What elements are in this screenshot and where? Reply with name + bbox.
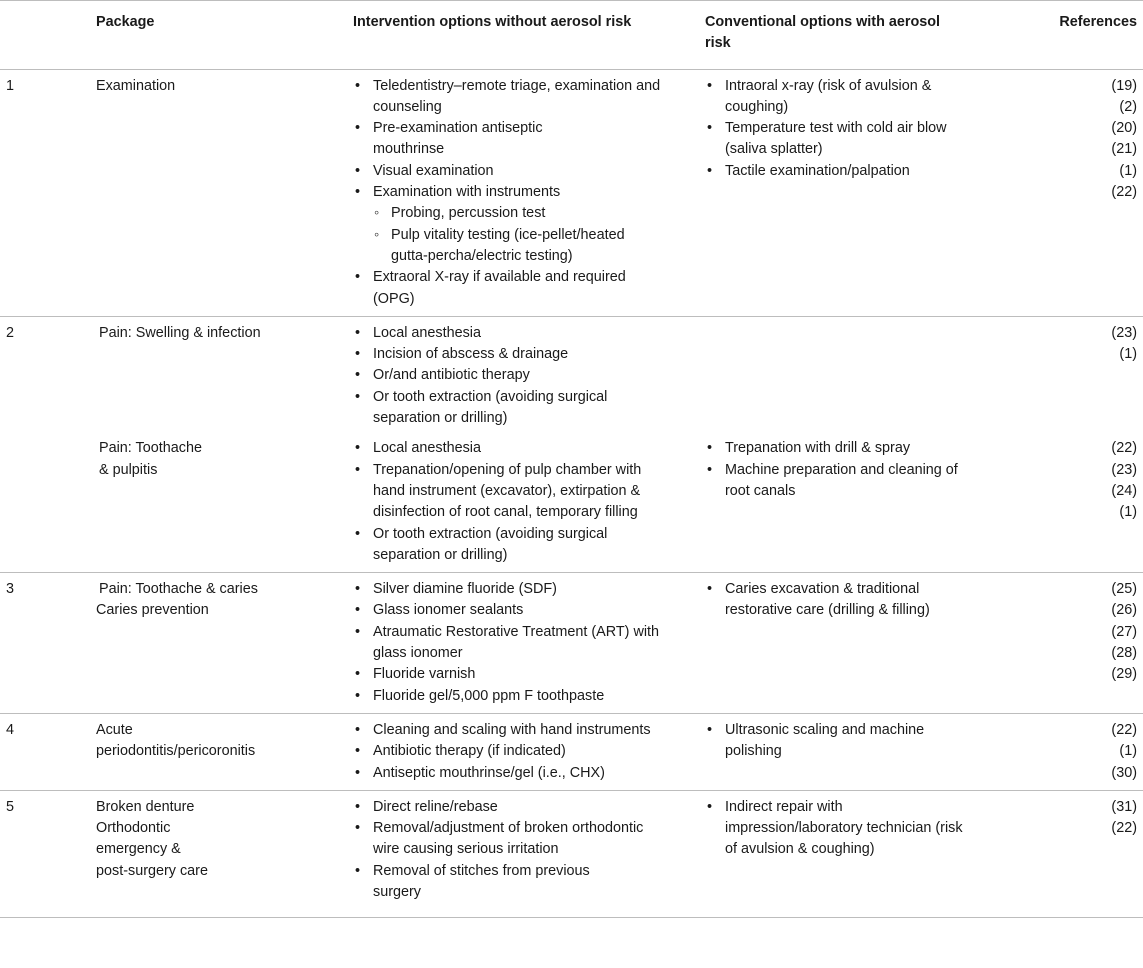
package-label: post-surgery care <box>96 862 208 879</box>
list-item: • Antiseptic mouthrinse/gel (i.e., CHX) <box>353 763 665 784</box>
references-cell <box>1031 573 1143 714</box>
header-number <box>0 1 96 70</box>
intervention-list <box>353 76 665 310</box>
reference: (1) <box>1119 504 1137 521</box>
package-label: Orthodontic <box>96 820 171 837</box>
list-item <box>353 182 665 267</box>
reference: (19) <box>1111 77 1137 94</box>
intervention-list <box>353 323 665 429</box>
list-item: • Local anesthesia <box>353 323 665 344</box>
list-item: • Trepanation with drill & spray <box>705 438 971 459</box>
table-body <box>0 69 1143 918</box>
header-intervention: Intervention options without aerosol risk <box>353 14 632 30</box>
references-cell <box>1031 713 1143 790</box>
header-row <box>0 1 1143 70</box>
conventional-cell <box>705 429 1031 572</box>
table-header <box>0 1 1143 70</box>
references-cell <box>1031 316 1143 429</box>
reference: (20) <box>1111 120 1137 137</box>
intervention-cell <box>353 69 705 316</box>
table-row-swelling-infection <box>0 316 1143 429</box>
list-item: • Cleaning and scaling with hand instruments <box>353 720 665 741</box>
package-cell <box>96 790 353 917</box>
intervention-cell <box>353 429 705 572</box>
reference: (22) <box>1111 184 1137 201</box>
intervention-list <box>353 438 665 566</box>
list-item: • Direct reline/rebase <box>353 797 665 818</box>
header-conventional: Conventional options with aerosol risk <box>705 14 941 52</box>
conventional-list <box>705 720 971 763</box>
package-cell <box>96 573 353 714</box>
row-number: 1 <box>6 77 15 94</box>
conventional-cell <box>705 316 1031 429</box>
list-item: • Caries excavation & traditional restorative care (drilling & filling) <box>705 579 971 622</box>
sub-list <box>373 203 665 267</box>
list-item: • Tactile examination/palpation <box>705 161 971 182</box>
package-cell <box>96 316 353 429</box>
list-item: • Glass ionomer sealants <box>353 600 665 621</box>
package-label: & pulpitis <box>99 461 158 478</box>
package-label: emergency & <box>96 841 181 858</box>
reference: (28) <box>1111 645 1137 662</box>
list-item: • Intraoral x-ray (risk of avulsion & coughing) <box>705 76 971 119</box>
reference: (25) <box>1111 581 1137 598</box>
row-number: 4 <box>6 721 15 738</box>
table-row-denture-orthodontic <box>0 790 1143 917</box>
row-number: 2 <box>6 324 15 341</box>
reference: (26) <box>1111 602 1137 619</box>
list-item: • Silver diamine fluoride (SDF) <box>353 579 665 600</box>
package-cell <box>96 429 353 572</box>
package-cell <box>96 713 353 790</box>
intervention-cell <box>353 316 705 429</box>
package-label: Acute <box>96 721 133 738</box>
list-item: • Visual examination <box>353 161 665 182</box>
reference: (22) <box>1111 820 1137 837</box>
reference: (27) <box>1111 623 1137 640</box>
reference: (29) <box>1111 666 1137 683</box>
row-number <box>0 429 96 572</box>
package-label: periodontitis/pericoronitis <box>96 743 256 760</box>
list-item: • Local anesthesia <box>353 438 665 459</box>
conventional-cell <box>705 713 1031 790</box>
conventional-list <box>705 76 971 182</box>
conventional-list <box>705 438 971 502</box>
list-item: • Atraumatic Restorative Treatment (ART) with glass ionomer <box>353 622 665 665</box>
conventional-cell <box>705 790 1031 917</box>
conventional-list <box>705 579 971 622</box>
reference: (1) <box>1119 162 1137 179</box>
reference: (21) <box>1111 141 1137 158</box>
header-references: References <box>1059 14 1137 30</box>
list-item-text: Examination with instruments <box>373 184 561 201</box>
intervention-list <box>353 720 665 784</box>
list-item: • Machine preparation and cleaning of root canals <box>705 460 971 503</box>
intervention-cell <box>353 790 705 917</box>
reference: (31) <box>1111 798 1137 815</box>
intervention-list <box>353 797 665 903</box>
list-item: • Extraoral X-ray if available and required (OPG) <box>353 267 665 310</box>
reference: (23) <box>1111 324 1137 341</box>
intervention-cell <box>353 713 705 790</box>
intervention-list <box>353 579 665 707</box>
reference: (1) <box>1119 743 1137 760</box>
intervention-cell <box>353 573 705 714</box>
package-label: Pain: Toothache <box>99 440 202 457</box>
sub-list-item: ◦ Pulp vitality testing (ice-pellet/heated gutta-percha/electric testing) <box>373 225 665 268</box>
reference: (22) <box>1111 440 1137 457</box>
reference: (24) <box>1111 482 1137 499</box>
package-label: Pain: Swelling & infection <box>99 324 261 341</box>
header-package: Package <box>96 14 155 30</box>
list-item: • Removal of stitches from previous surgery <box>353 861 665 904</box>
list-item: • Fluoride gel/5,000 ppm F toothpaste <box>353 686 665 707</box>
reference: (22) <box>1111 721 1137 738</box>
package-label: Caries prevention <box>96 602 209 619</box>
package-label: Examination <box>96 77 176 94</box>
list-item: • Incision of abscess & drainage <box>353 344 665 365</box>
list-item: • Or/and antibiotic therapy <box>353 365 665 386</box>
references-cell <box>1031 790 1143 917</box>
list-item: • Fluoride varnish <box>353 664 665 685</box>
conventional-cell <box>705 69 1031 316</box>
list-item: • Ultrasonic scaling and machine polishing <box>705 720 971 763</box>
table-row-examination <box>0 69 1143 316</box>
references-cell <box>1031 69 1143 316</box>
table-row-toothache-pulpitis <box>0 429 1143 572</box>
references-cell <box>1031 429 1143 572</box>
reference: (2) <box>1119 98 1137 115</box>
reference: (1) <box>1119 346 1137 363</box>
table-row-caries <box>0 573 1143 714</box>
list-item: • Indirect repair with impression/laboratory technician (risk of avulsion & coughing) <box>705 797 971 861</box>
list-item: • Teledentistry–remote triage, examination and counseling <box>353 76 665 119</box>
package-label: Broken denture <box>96 798 195 815</box>
list-item: • Or tooth extraction (avoiding surgical separation or drilling) <box>353 387 665 430</box>
list-item: • Temperature test with cold air blow (saliva splatter) <box>705 118 971 161</box>
list-item: • Removal/adjustment of broken orthodontic wire causing serious irritation <box>353 818 665 861</box>
reference: (30) <box>1111 764 1137 781</box>
conventional-list <box>705 797 971 861</box>
conventional-cell <box>705 573 1031 714</box>
table-row-periodontitis <box>0 713 1143 790</box>
row-number: 5 <box>6 798 15 815</box>
row-number: 3 <box>6 581 15 598</box>
package-label: Pain: Toothache & caries <box>99 581 258 598</box>
sub-list-item: ◦ Probing, percussion test <box>373 203 665 224</box>
list-item: • Trepanation/opening of pulp chamber with hand instrument (excavator), extirpation & disinfection of root canal, temporary filling <box>353 460 665 524</box>
list-item: • Antibiotic therapy (if indicated) <box>353 741 665 762</box>
reference: (23) <box>1111 461 1137 478</box>
package-cell <box>96 69 353 316</box>
list-item: • Or tooth extraction (avoiding surgical separation or drilling) <box>353 524 665 567</box>
list-item: • Pre-examination antiseptic mouthrinse <box>353 118 665 161</box>
